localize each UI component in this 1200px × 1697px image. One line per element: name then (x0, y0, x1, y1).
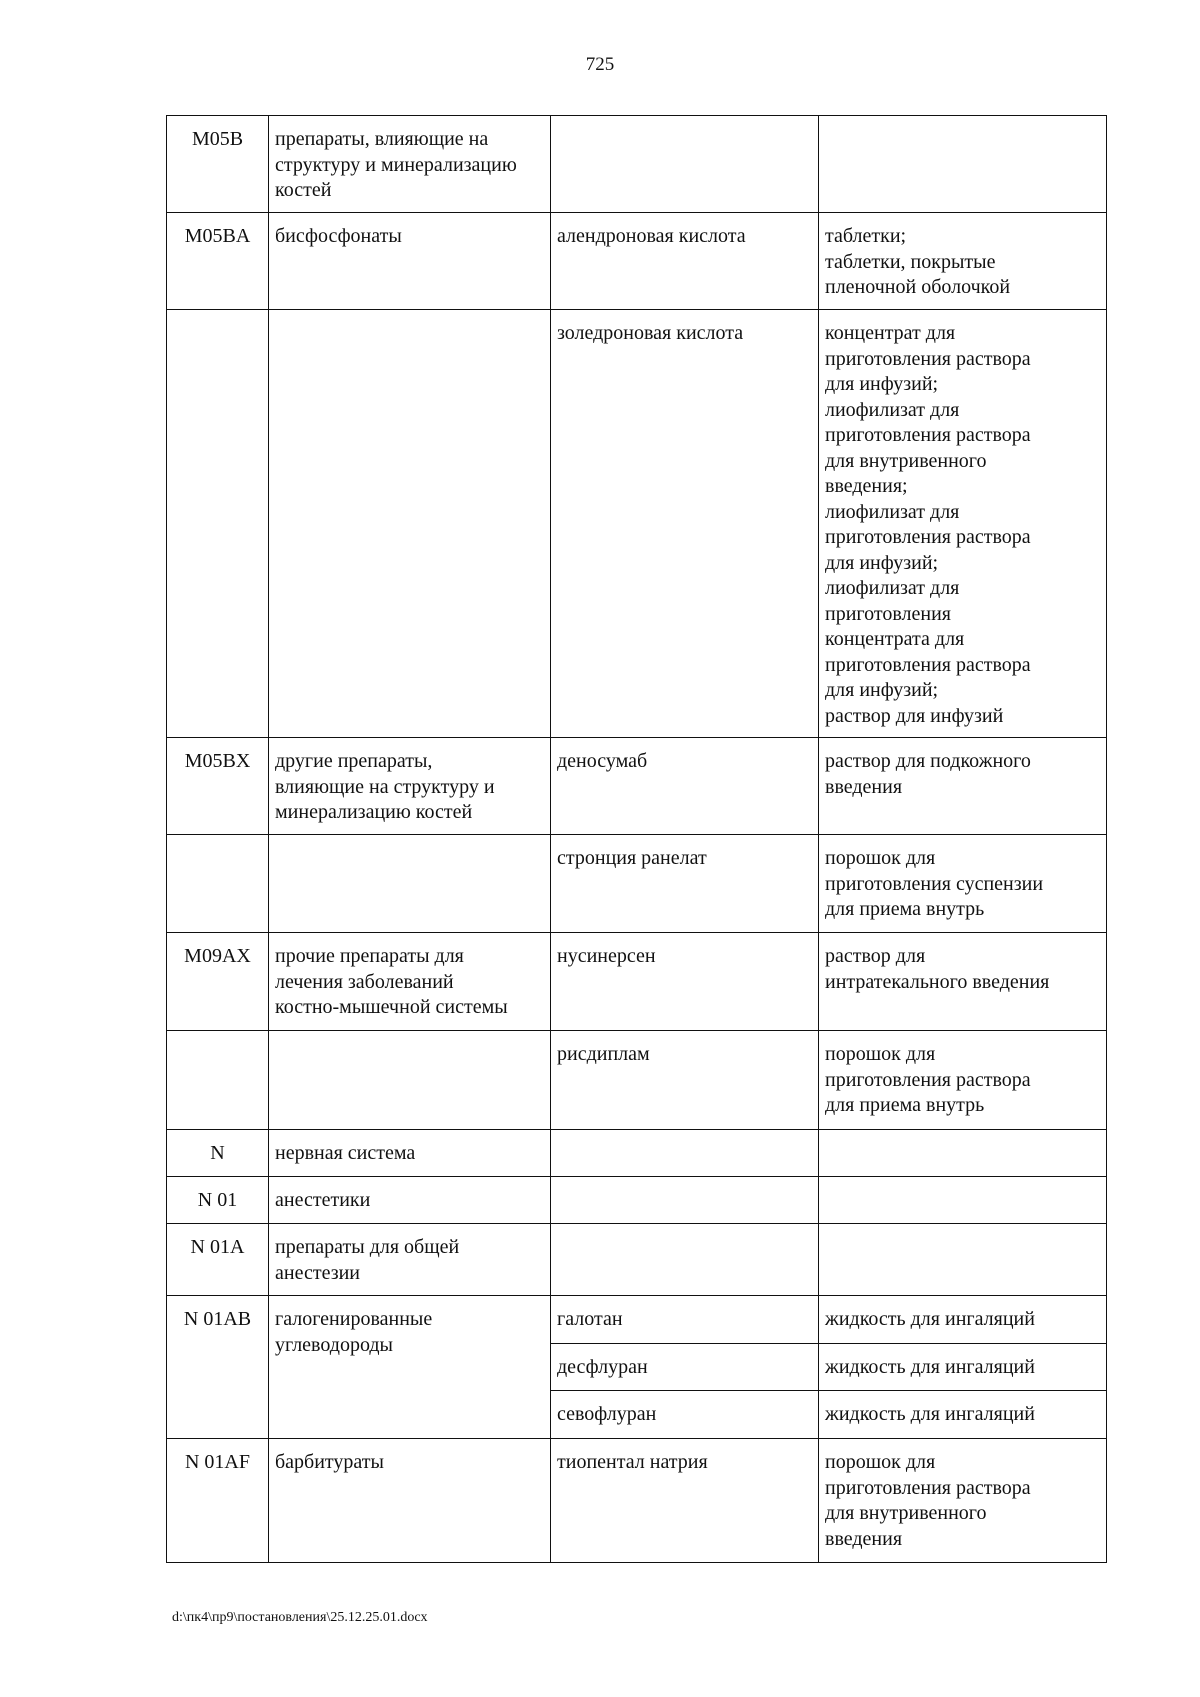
form-cell (819, 1391, 1107, 1439)
form-cell (819, 835, 1107, 933)
group-cell (269, 1031, 551, 1130)
group-cell (269, 310, 551, 738)
form-line: для инфузий; (825, 373, 939, 395)
drug-cell (551, 1344, 819, 1391)
atc-code-cell: N 01AB (167, 1296, 269, 1439)
group-cell (269, 116, 551, 213)
drug-cell (551, 1130, 819, 1177)
form-line: приготовления раствора (825, 526, 1031, 548)
form-line: таблетки; (825, 225, 907, 247)
form-cell (819, 1224, 1107, 1296)
form-line: жидкость для ингаляций (825, 1308, 1035, 1330)
table-row (167, 835, 1107, 933)
form-cell (819, 1177, 1107, 1224)
group-line: костей (275, 179, 332, 201)
form-line: приготовления суспензии (825, 872, 1044, 895)
atc-code-cell: M05BX (167, 738, 269, 835)
atc-code-cell: M09AX (167, 933, 269, 1031)
drug-cell (551, 116, 819, 213)
group-cell (269, 1224, 551, 1296)
form-cell (819, 933, 1107, 1031)
form-cell (819, 1031, 1107, 1130)
form-cell (819, 213, 1107, 310)
form-line: таблетки, покрытые (825, 250, 996, 273)
table-row (167, 1031, 1107, 1130)
form-line: для инфузий; (825, 551, 939, 574)
form-line: приготовления раствора (825, 653, 1031, 676)
atc-code-cell: N 01A (167, 1224, 269, 1296)
group-cell (269, 835, 551, 933)
form-cell (819, 310, 1107, 738)
form-line: интратекального введения (825, 970, 1050, 993)
group-cell (269, 213, 551, 310)
group-line: анестезии (275, 1261, 360, 1284)
form-line: лиофилизат для (825, 398, 960, 421)
form-line: введения (825, 1527, 903, 1550)
form-line: концентрата для (825, 628, 965, 650)
form-line: для приема внутрь (825, 1094, 985, 1116)
group-cell (269, 738, 551, 835)
form-cell (819, 738, 1107, 835)
form-cell (819, 1130, 1107, 1177)
form-line: пленочной оболочкой (825, 276, 1011, 298)
form-line: приготовления раствора (825, 424, 1031, 446)
group-cell (269, 1296, 551, 1439)
drug-line: алендроновая кислота (557, 225, 746, 247)
atc-code-cell: N 01AF (167, 1439, 269, 1563)
group-line: структуру и минерализацию (275, 153, 517, 176)
group-line: барбитураты (275, 1451, 384, 1473)
drug-line: севофлуран (557, 1403, 657, 1425)
group-cell (269, 1130, 551, 1177)
table-row (167, 1224, 1107, 1296)
drug-cell (551, 738, 819, 835)
drug-cell (551, 1031, 819, 1130)
table-row (167, 738, 1107, 835)
group-line: минерализацию костей (275, 801, 473, 823)
form-line: введения (825, 775, 903, 798)
group-line: влияющие на структуру и (275, 775, 495, 798)
drug-table (166, 115, 1107, 1563)
drug-line: галотан (557, 1308, 623, 1330)
group-line: другие препараты, (275, 750, 433, 772)
group-line: лечения заболеваний (275, 970, 454, 993)
group-cell (269, 1177, 551, 1224)
drug-line: стронция ранелат (557, 847, 707, 869)
table-row (167, 116, 1107, 213)
group-line: прочие препараты для (275, 945, 464, 967)
drug-line: нусинерсен (557, 945, 656, 967)
drug-cell (551, 1439, 819, 1563)
form-line: порошок для (825, 1451, 936, 1473)
drug-line: десфлуран (557, 1356, 648, 1378)
drug-cell (551, 1177, 819, 1224)
drug-line: деносумаб (557, 750, 648, 772)
group-line: препараты, влияющие на (275, 128, 489, 150)
form-line: для приема внутрь (825, 898, 985, 920)
form-line: раствор для инфузий (825, 704, 1004, 727)
form-line: приготовления раствора (825, 347, 1031, 370)
table-row (167, 1130, 1107, 1177)
form-line: приготовления раствора (825, 1476, 1031, 1499)
group-cell (269, 1439, 551, 1563)
drug-line: рисдиплам (557, 1043, 650, 1065)
form-cell (819, 1439, 1107, 1563)
form-line: раствор для (825, 945, 926, 967)
form-line: жидкость для ингаляций (825, 1403, 1035, 1425)
atc-code-cell (167, 1031, 269, 1130)
drug-cell (551, 1224, 819, 1296)
form-line: для внутривенного (825, 449, 987, 472)
drug-cell (551, 1296, 819, 1344)
footer-file-path: d:\пк4\пр9\постановления\25.12.25.01.docx (172, 1610, 428, 1625)
group-line: нервная система (275, 1142, 416, 1164)
group-line: бисфосфонаты (275, 225, 402, 247)
form-line: для инфузий; (825, 679, 939, 701)
table-row (167, 213, 1107, 310)
atc-code-cell: N (167, 1130, 269, 1177)
atc-code-cell: M05B (167, 116, 269, 213)
form-line: жидкость для ингаляций (825, 1356, 1035, 1378)
group-cell (269, 933, 551, 1031)
form-line: порошок для (825, 847, 936, 869)
drug-cell (551, 835, 819, 933)
form-line: приготовления (825, 602, 951, 625)
group-line: галогенированные (275, 1308, 433, 1330)
form-line: лиофилизат для (825, 577, 960, 599)
drug-cell (551, 310, 819, 738)
group-line: углеводороды (275, 1333, 393, 1356)
group-line: препараты для общей (275, 1236, 460, 1258)
drug-cell (551, 933, 819, 1031)
table-row (167, 1439, 1107, 1563)
form-line: порошок для (825, 1043, 936, 1065)
table-row (167, 1177, 1107, 1224)
drug-line: тиопентал натрия (557, 1451, 708, 1473)
atc-code-cell: M05BA (167, 213, 269, 310)
drug-cell (551, 1391, 819, 1439)
form-cell (819, 1296, 1107, 1344)
form-line: раствор для подкожного (825, 750, 1031, 772)
form-line: введения; (825, 475, 908, 497)
table-row (167, 1296, 1107, 1344)
page-number: 725 (585, 54, 615, 75)
drug-cell (551, 213, 819, 310)
form-cell (819, 1344, 1107, 1391)
drug-line: золедроновая кислота (557, 322, 744, 344)
form-line: приготовления раствора (825, 1068, 1031, 1091)
form-line: для внутривенного (825, 1502, 987, 1524)
group-line: костно-мышечной системы (275, 996, 508, 1018)
form-line: концентрат для (825, 322, 956, 344)
group-line: анестетики (275, 1189, 371, 1211)
atc-code-cell (167, 310, 269, 738)
atc-code-cell: N 01 (167, 1177, 269, 1224)
table-row (167, 933, 1107, 1031)
form-cell (819, 116, 1107, 213)
table-row (167, 310, 1107, 738)
atc-code-cell (167, 835, 269, 933)
form-line: лиофилизат для (825, 500, 960, 523)
